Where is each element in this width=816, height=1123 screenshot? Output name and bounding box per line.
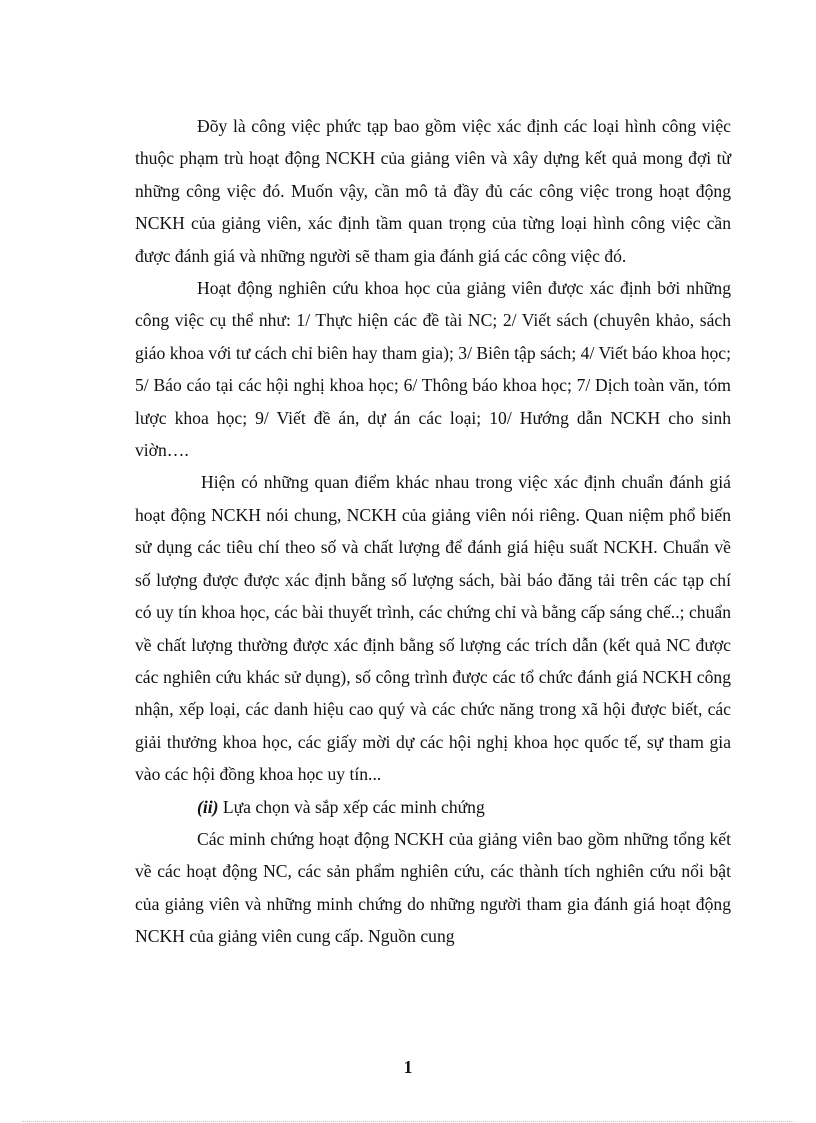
paragraph-evaluation-standards: Hiện có những quan điểm khác nhau trong việc xác định chuẩn đánh giá hoạt động NCKH nói chung, NCKH của giảng viên nói riêng. Quan niệm phổ biến sử dụng các tiêu chí theo số và chất lượng để đánh giá hiệu suất NCKH. Chuẩn về số lượng được được xác định bằng số lượng sách, bài báo đăng tải trên các tạp chí có uy tín khoa học, các bài thuyết trình, các chứng chỉ và bằng cấp sáng chế..; chuẩn về chất lượng thường được xác định bằng số lượng các trích dẫn (kết quả NC được các nghiên cứu khác sử dụng), số công trình được các tổ chức đánh giá NCKH công nhận, xếp loại, các danh hiệu cao quý và các chức năng trong xã hội được biết, các giải thưởng khoa học, các giấy mời dự các hội nghị khoa học quốc tế, sự tham gia vào các hội đồng khoa học uy tín... (135, 472, 731, 785)
paragraph-task-definition: Đõy là công việc phức tạp bao gồm việc xác định các loại hình công việc thuộc phạm trù hoạt động NCKH của giảng viên và xây dựng kết quả mong đợi từ những công việc đó. Muốn vậy, cần mô tả đầy đủ các công việc trong hoạt động NCKH của giảng viên, xác định tầm quan trọng của từng loại hình công việc cần được đánh giá và những người sẽ tham gia đánh giá các công việc đó. (135, 116, 731, 266)
footer-divider (22, 1121, 794, 1122)
subheading-label: (ii) (197, 796, 219, 817)
page-number: 1 (403, 1057, 413, 1077)
subheading-text: Lựa chọn và sắp xếp các minh chứng (218, 796, 485, 817)
paragraph-research-activities: Hoạt động nghiên cứu khoa học của giảng viên được xác định bởi những công việc cụ thể như: 1/ Thực hiện các đề tài NC; 2/ Viết sách (chuyên khảo, sách giáo khoa với tư cách chỉ biên hay tham gia); 3/ Biên tập sách; 4/ Viết báo khoa học; 5/ Báo cáo tại các hội nghị khoa học; 6/ Thông báo khoa học; 7/ Dịch toàn văn, tóm lược khoa học; 9/ Viết đề án, dự án các loại; 10/ Hướng dẫn NCKH cho sinh viờn…. (135, 278, 731, 461)
document-body (135, 110, 731, 953)
subheading-evidence-selection (135, 791, 731, 823)
paragraph-evidence-sources: Các minh chứng hoạt động NCKH của giảng viên bao gồm những tổng kết về các hoạt động NC, các sản phẩm nghiên cứu, các thành tích nghiên cứu nổi bật của giảng viên và những minh chứng do những người tham gia đánh giá hoạt động NCKH của giảng viên cung cấp. Nguồn cung (135, 828, 731, 947)
